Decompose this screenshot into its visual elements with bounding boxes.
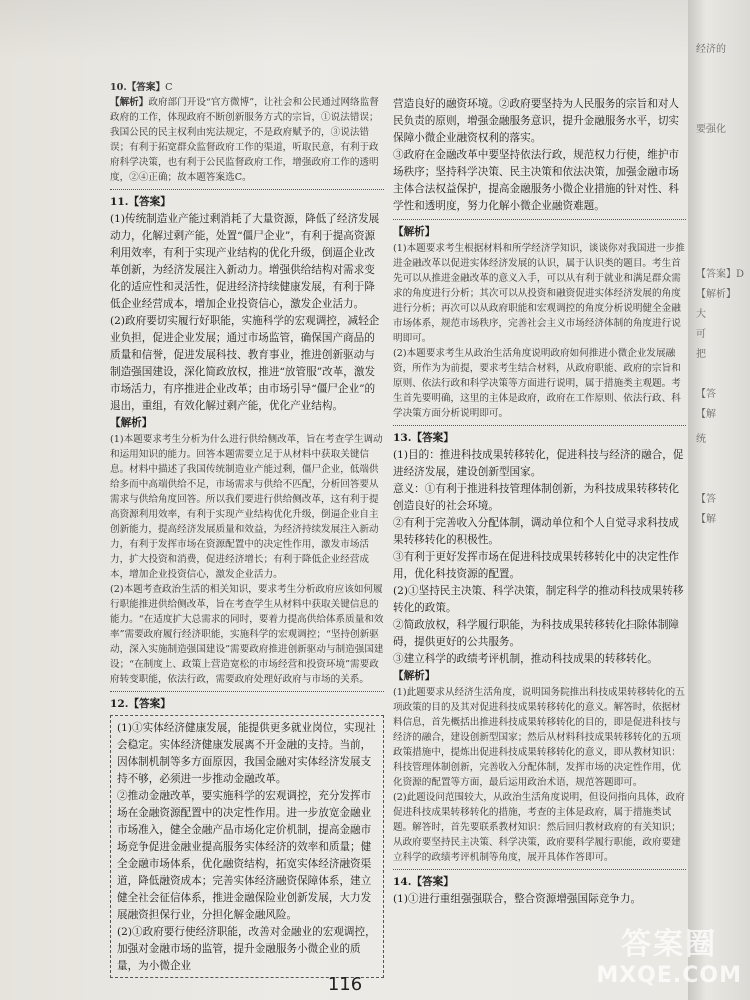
question-number: 13. — [393, 432, 412, 444]
answer-tag: 【答案】 — [128, 196, 171, 208]
adjacent-page-text: 【答案】D — [696, 269, 745, 280]
question-10 — [110, 80, 384, 185]
answer-part-1: (1)传统制造业产能过剩消耗了大量资源，降低了经济发展动力，化解过剩产能，处置“僵尸企业”，有利于提高资源利用效率，有利于实现产业结构的优化升级，倒逼企业改革创新，为经济发展注入新动力。增强供给结构对需求变化的适应性和灵活性，促进经济持续健康发展，有利于降低企业经营成本，增加企业投资信心，激发企业活力。 — [110, 213, 380, 310]
adjacent-page-edge — [688, 0, 750, 1000]
divider — [110, 189, 384, 190]
left-column — [110, 80, 384, 980]
answer-part-2: 意义：①有利于推进科技管理体制创新，为科技成果转移转化创造良好的社会环境。 — [393, 483, 680, 512]
adjacent-page-text: 【解 — [696, 514, 716, 525]
adjacent-page-text: 【解析】 — [696, 289, 736, 300]
answer-part-3: (2)①政府要行使经济职能，改善对金融业的宏观调控，加强对金融市场的监管，提升金融服务小微企业的质量，为小微企业 — [117, 926, 376, 972]
answer-value: C — [165, 82, 173, 93]
analysis-tag: 【解析】 — [393, 670, 436, 682]
question-11 — [110, 194, 384, 687]
divider — [110, 691, 384, 692]
answer-part-6: ②简政放权，科学履行职能，为科技成果转移转化扫除体制障碍，提供更好的公共服务。 — [393, 619, 680, 648]
adjacent-page-text: 可 — [696, 329, 706, 340]
answer-continued-1: 营造良好的融资环境。②政府要坚持为人民服务的宗旨和对人民负责的原则，增强金融服务意识，提升金融服务水平，切实保障小微企业融资权利的落实。 — [393, 98, 680, 144]
answer-tag: 【答案】 — [411, 876, 454, 888]
question-number: 10. — [110, 82, 127, 93]
analysis-tag: 【解析】 — [393, 226, 436, 238]
answer-part-3: ②有利于完善收入分配体制，调动单位和个人自觉寻求科技成果转移转化的积极性。 — [393, 517, 680, 546]
question-14 — [393, 874, 686, 908]
answer-tag: 【答案】 — [411, 432, 454, 444]
question-12-continued — [393, 96, 686, 421]
analysis-part-1: (1)本题要求考生分析为什么进行供给侧改革，旨在考查学生调动和运用知识的能力。回答本题需要立足于从材料中获取关键信息。材料中描述了我国传统制造业产能过剩，僵尸企业，低端供给多而中高端供给不足，市场需求与供给不匹配，分析回答要从需求与供给角度回答。所以我们要进行供给侧改革，这有利于提高资源利用效率，有利于实现产业结构优化升级，倒逼企业自主创新能力，提高经济发展质量和效益，为经济持续发展注入新动力，有利于发挥市场在资源配置中的决定性作用，激发市场活力，扩大投资和消费，促进经济增长；有利于降低企业经营成本，增加企业投资信心，激发企业活力。 — [110, 434, 383, 580]
answer-part-2: ②推动金融改革，要实施科学的宏观调控，充分发挥市场在金融资源配置中的决定性作用。进一步放宽金融业市场准入，健全金融产品市场化定价机制，提高金融市场竞争促进金融业提高服务实体经济的效率和质量；健全金融市场体系，优化融资结构，拓宽实体经济融资渠道，降低融资成本；完善实体经济融资保障体系，建立健全社会征信体系，推进金融保险业创新发展，大力发展融资担保行业，分担化解金融风险。 — [117, 790, 372, 921]
adjacent-page-text: 【答 — [696, 494, 716, 505]
answer-part-1: (1)①进行重组强强联合，整合资源增强国际竞争力。 — [393, 893, 642, 905]
analysis-part-1: (1)此题要求从经济生活角度，说明国务院推出科技成果转移转化的五项政策的目的及其对促进科技成果转移转化的意义。解答时，依据材料信息，首先概括出推进科技成果转移转化的目的，即是促进科技与经济的融合，建设创新型国家；然后从材料科技成果转移转化的五项政策措施中，提炼出促进科技成果转移转化的意义，即从教材知识：科技管理体制创新，完善收入分配体制，发挥市场的决定性作用，优化资源的配置等方面，最后运用政治术语，规范答题即可。 — [393, 687, 685, 788]
question-number: 14. — [393, 876, 412, 888]
analysis-text: 政府部门开设“官方微博”，让社会和公民通过网络监督政府的工作，体现政府不断创新服务方式的宗旨，①说法错误；我国公民的民主权利由宪法规定，不是政府赋予的，③说法错误；有利于拓宽群众监督政府工作的渠道，听取民意，有利于政府科学决策，也有利于公民监督政府工作，增强政府工作的透明度，②④正确；故本题答案选C。 — [110, 97, 379, 183]
watermark-url: MXQE.COM — [596, 963, 742, 988]
right-column — [393, 96, 686, 908]
site-watermark — [596, 919, 742, 988]
watermark-logo-text: 答案圈 — [621, 927, 718, 962]
answer-part-1: (1)目的：推进科技成果转移转化，促进科技与经济的融合，促进经济发展，建设创新型国家。 — [393, 449, 684, 478]
analysis-part-2: (2)本题考查政治生活的相关知识，要求考生分析政府应该如何履行职能推进供给侧改革，旨在考查学生从材料中获取关键信息的能力。“在适度扩大总需求的同时，要着力提高供给体系质量和效率”需要政府履行经济职能，实施科学的宏观调控；“坚持创新驱动，深入实施制造强国建设”需要政府推进创新驱动与制造强国建设；“在制度上、政策上营造宽松的市场经营和投资环境”需要政府转变职能，依法行政，需要政府处理好政府与市场的关系。 — [110, 584, 384, 685]
adjacent-page-text: 【答 — [696, 389, 716, 400]
analysis-part-2: (2)此题设问范围较大，从政治生活角度说明，但设问指向具体，政府促进科技成果转移转化的措施，考查的主体是政府，属于措施类试题。解答时，首先要联系教材知识：然后回归教材政府的有关知识；从政府要坚持民主决策、科学决策，政府要科学履行职能，政府要建立科学的政绩考评机制等角度，展开具体作答即可。 — [393, 792, 685, 863]
adjacent-page-text: 要强化 — [696, 124, 726, 135]
adjacent-page-text: 统 — [696, 434, 706, 445]
question-12 — [110, 696, 384, 978]
answer-tag: 【答案】 — [128, 698, 171, 710]
analysis-part-1: (1)本题要求考生根据材料和所学经济学知识，谈谈你对我国进一步推进金融改革以促进实体经济发展的认识，属于认识类的题目。考生首先可以从推进金融改革的意义入手，可以从有利于就业和满足群众需求的角度进行分析；其次可以从投资和融资促进实体经济发展的角度进行分析；再次可以从政府职能和宏观调控的角度分析说明健全金融市场体系，规范市场秩序，完善社会主义市场经济体制的角度进行说明即可。 — [393, 243, 685, 344]
answer-part-5: (2)①坚持民主决策、科学决策，制定科学的推动科技成果转移转化的政策。 — [393, 585, 684, 614]
answer-box — [110, 715, 384, 978]
answer-tag: 【答案】 — [126, 82, 166, 93]
page-number: 116 — [327, 974, 363, 995]
adjacent-page-text: 大 — [696, 309, 706, 320]
answer-part-7: ③建立科学的政绩考评机制，推动科技成果的转移转化。 — [393, 653, 658, 665]
answer-part-1: (1)①实体经济健康发展，能提供更多就业岗位，实现社会稳定。实体经济健康发展离不开金融的支持。当前，因体制机制等多方面原因，我国金融对实体经济发展支持不够，必须进一步推动金融改革。 — [117, 722, 376, 785]
analysis-part-2: (2)本题要求考生从政治生活角度说明政府如何推进小微企业发展融资，所作为为前提，要求考生结合材料，从政府职能、政府的宗旨和原则、依法行政和科学决策等方面进行说明，属于措施类主观题。考生首先要明确，这里的主体是政府，政府在工作原则、依法行政、科学决策方面分析说明即可。 — [393, 348, 681, 419]
question-number: 12. — [110, 698, 129, 710]
adjacent-page-text: 经济的 — [696, 44, 726, 55]
adjacent-page-text: 把 — [696, 349, 706, 360]
page-shadow — [0, 0, 690, 60]
answer-continued-2: ③政府在金融改革中要坚持依法行政，规范权力行使，维护市场秩序；坚持科学决策、民主决策和依法决策，加强金融市场主体合法权益保护，提高金融服务小微企业措施的针对性、科学性和透明度，努力化解小微企业融资难题。 — [393, 149, 680, 212]
divider — [393, 219, 686, 220]
divider — [393, 425, 686, 426]
adjacent-page-text: 【解 — [696, 409, 716, 420]
question-number: 11. — [110, 196, 129, 208]
answer-part-4: ③有利于更好发挥市场在促进科技成果转移转化中的决定性作用，优化科技资源的配置。 — [393, 551, 680, 580]
divider — [393, 869, 686, 870]
answer-part-2: (2)政府要切实履行好职能，实施科学的宏观调控，减轻企业负担，促进企业发展；通过市场监管，确保国产商品的质量和信誉，促进发展科技、教育事业，推进创新驱动与制造强国建设，深化简政放权，推进“放管服”改革，激发市场活力，有序推进企业改革；由市场引导“僵尸企业”的退出，重组，有效化解过剩产能，优化产业结构。 — [110, 315, 380, 412]
analysis-tag: 【解析】 — [110, 417, 153, 429]
analysis-tag: 【解析】 — [110, 97, 149, 108]
question-13 — [393, 430, 686, 865]
